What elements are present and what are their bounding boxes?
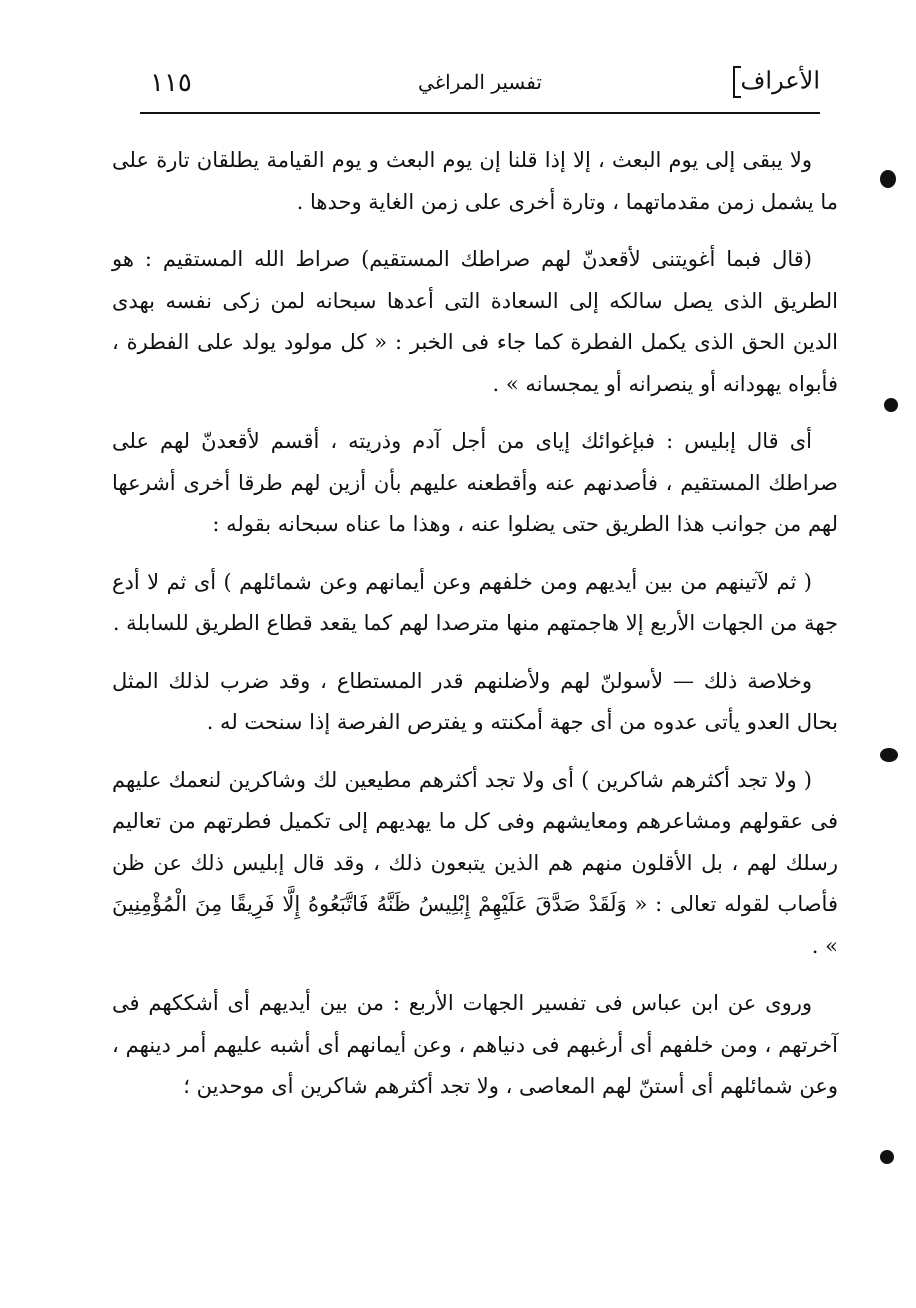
ink-blot (880, 748, 898, 762)
paragraph-3: أى قال إبليس : فبإغوائك إياى من أجل آدم وذريته ، أقسم لأقعدنّ لهم على صراطك المستقيم ، فأصدنهم عنه وأقطعنه عليهم بأن أزين لهم طرقا أخرى أشرعها لهم من جوانب هذا الطريق حتى يضلوا عنه ، وهذا ما عناه سبحانه بقوله : (112, 429, 838, 536)
paragraph-2: (قال فبما أغويتنى لأقعدنّ لهم صراطك المستقيم) صراط الله المستقيم : هو الطريق الذى يصل سالكه إلى السعادة التى أعدها سبحانه لمن زكى نفسه بهدى الدين الحق الذى يكمل الفطرة كما جاء فى الخبر : « كل مولود يولد على الفطرة ، فأبواه يهودانه أو ينصرانه أو يمجسانه » . (112, 247, 838, 396)
paragraph-4: ( ثم لآتينهم من بين أيديهم ومن خلفهم وعن أيمانهم وعن شمائلهم ) أى ثم لا أدع جهة من الجهات الأربع إلا هاجمتهم منها مترصدا لهم كما يقعد قطاع الطريق للسابلة . (112, 569, 838, 635)
surah-label: الأعراف (740, 66, 820, 95)
page-number: ١١٥ (150, 68, 192, 98)
header-rule (140, 112, 820, 114)
ink-blot (884, 398, 898, 412)
paragraph-7: وروى عن ابن عباس فى تفسير الجهات الأربع : من بين أيديهم أى أشككهم فى آخرتهم ، ومن خلفهم أى أرغبهم فى دنياهم ، وعن أيمانهم أى أشبه عليهم أمر دينهم ، وعن شمائلهم أى أستنّ لهم المعاصى ، ولا تجد أكثرهم شاكرين أى موحدين ؛ (112, 991, 838, 1098)
ink-blot (880, 1150, 894, 1164)
book-title: تفسير المراغي (418, 70, 542, 94)
ink-blot (880, 170, 896, 188)
paragraph-5: وخلاصة ذلك — لأسولنّ لهم ولأضلنهم قدر المستطاع ، وقد ضرب لذلك المثل بحال العدو يأتى عدوه من أى جهة أمكنته و يفترص الفرصة إذا سنحت له . (112, 668, 838, 734)
page-header (140, 62, 820, 108)
page-body (112, 140, 838, 1124)
surah-name (729, 66, 820, 98)
paragraph-1: ولا يبقى إلى يوم البعث ، إلا إذا قلنا إن يوم البعث و يوم القيامة يطلقان تارة على ما يشمل زمن مقدماتهما ، وتارة أخرى على زمن الغاية وحدها . (112, 148, 838, 214)
bracket-mark (733, 66, 741, 98)
paragraph-6: ( ولا تجد أكثرهم شاكرين ) أى ولا تجد أكثرهم مطيعين لك وشاكرين لنعمك عليهم فى عقولهم ومشاعرهم ومعايشهم وفى كل ما يهديهم إلى تكميل فطرتهم من تعاليم رسلك لهم ، بل الأقلون منهم هم الذين يتبعون ذلك ، وقد قال إبليس ذلك عن ظن فأصاب لقوله تعالى : « وَلَقَدْ صَدَّقَ عَلَيْهِمْ إِبْلِيسُ ظَنَّهُ فَاتَّبَعُوهُ إِلَّا فَرِيقًا مِنَ الْمُؤْمِنِينَ » . (112, 767, 838, 958)
